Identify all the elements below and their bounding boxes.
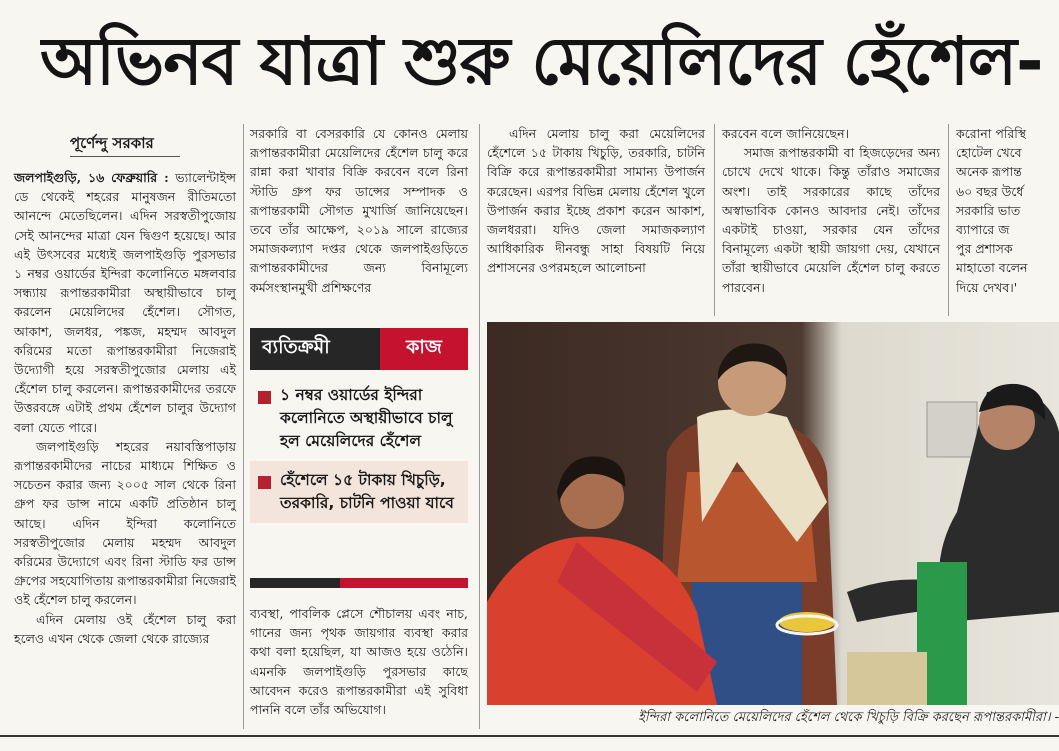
- highlight-box: [250, 376, 468, 523]
- col2-para-2: ব্যবস্থা, পাবলিক প্লেসে শৌচালয় এবং নাচ, গানের জন্য পৃথক জায়গার ব্যবস্থা করার কথা বলা হয়েছিল, যা আজও হয়ে ওঠেনি। এমনকি জলপাইগুড়ি পুরসভার কাছে আবেদন করেও রূপান্তরকামীরা এই সুবিধা পাননি বলে তাঁর অভিযোগ।: [250, 606, 468, 718]
- col2-para-1: সরকারি বা বেসরকারি যে কোনও মেলায় রূপান্তরকামীরা মেয়েলিদের হেঁশেল চালু করে রান্না করা খাবার বিক্রি করবেন বলে রিনা স্টাডি গ্রুপ ফর ডান্সের সম্পাদক ও রূপান্তরকামী সৌগত মুখার্জি জানিয়েছেন। তবে তাঁর আক্ষেপ, ২০১৯ সালে রাজ্যের সমাজকল্যাণ দপ্তর থেকে জলপাইগুড়িতে রূপান্তরকামীদের জন্য বিনামূল্যে কর্মসংস্থানমুখী প্রশিক্ষণের: [250, 126, 468, 295]
- column-divider: [948, 124, 949, 316]
- col5-line: মাহাতো বলেন: [956, 260, 1028, 276]
- news-photo: [487, 322, 1059, 705]
- col1-para-2: জলপাইগুড়ি শহরের নয়াবস্তিপাড়ায় রূপান্তরকামীদের নাচের মাধ্যমে শিক্ষিত ও সচেতন করার জন্য ২০০৫ সাল থেকে রিনা গ্রুপ ফর ডান্স নামে একটি প্রতিষ্ঠান চালু আছে। এদিন ইন্দিরা কলোনিতে সরস্বতীপুজোর মেলায় মহম্মদ আবদুল করিমের উদ্যোগে এবং রিনা স্টাডি ফর ডান্স গ্রুপের সহযোগিতায় রূপান্তরকামীরা নিজেরাই ওই হেঁশেল চালু করলেন।: [14, 438, 236, 608]
- dateline: জলপাইগুড়ি, ১৬ ফেব্রুয়ারি :: [14, 170, 169, 185]
- column-1: [14, 168, 236, 648]
- box-title-left: ব্যতিক্রমী: [250, 328, 380, 370]
- col5-line: ৬০ বছর উর্ধে: [956, 183, 1024, 199]
- byline-rule: [70, 156, 180, 157]
- box-title-right: কাজ: [380, 328, 468, 370]
- col4-para-2: সমাজ রূপান্তরকামী বা হিজড়েদের অন্য চোখে দেখে থাকে। কিন্তু তাঁরাও সমাজের অংশ। তাই সরকারের কাছে তাঁদের অস্বাভাবিক কোনও আবদার নেই। তাঁদের একটাই চাওয়া, সরকার যেন তাঁদের বিনামূল্যে একটা স্থায়ী জায়গা দেয়, যেখানে তাঁরা স্থায়ীভাবে মেয়েলি হেঁশেল চালু করতে পারবেন।: [722, 145, 940, 295]
- highlight-bullet: ১ নম্বর ওয়ার্ডের ইন্দিরা কলোনিতে অস্থায়ীভাবে চালু হল মেয়েলিদের হেঁশেল: [250, 376, 468, 461]
- col5-line: হোটেল খেবে: [956, 145, 1022, 161]
- col5-line: করোনা পরিস্থি: [956, 126, 1027, 141]
- photo-caption: ইন্দিরা কলোনিতে মেয়েলিদের হেঁশেল থেকে খিচুড়ি বিক্রি করছেন রূপান্তরকামীরা। -: [638, 710, 1059, 725]
- column-3: [487, 124, 705, 278]
- column-divider: [714, 124, 715, 316]
- column-5: [956, 124, 1059, 297]
- col1-para-1: ভ্যালেন্টাইন্স ডে থেকেই শহরের মানুষজন রীতিমতো আনন্দে মেতেছিলেন। এদিন সরস্বতীপুজোয় সেই আনন্দের মাত্রা যেন দ্বিগুণ হয়েছে। আর এই উৎসবের মধ্যেই জলপাইগুড়ি পুরসভার ১ নম্বর ওয়ার্ডের ইন্দিরা কলোনিতে মঙ্গলবার সন্ধ্যায় রূপান্তরকামীরা অস্থায়ীভাবে চালু করলেন মেয়েলিদের হেঁশেল। সৌগত, আকাশ, জলধর, পঙ্কজ, মহম্মদ আবদুল করিমের মতো রূপান্তরকামীরা নিজেরাই উদ্যোগী হয়ে সরস্বতীপুজোর মেলায় এই হেঁশেল চালু করলেন। রূপান্তরকামীদের তরফে উত্তরবঙ্গে এটাই প্রথম হেঁশেল চালুর উদ্যোগ বলা যেতে পারে।: [14, 170, 236, 435]
- column-divider: [243, 124, 244, 729]
- bottom-rule: [0, 735, 1059, 737]
- col5-line: সরকারি ভাত: [956, 202, 1021, 218]
- headline: অভিনব যাত্রা শুরু মেয়েলিদের হেঁশেল-: [40, 23, 1043, 100]
- column-2: [250, 124, 468, 297]
- col5-line: দিয়ে দেখব।': [956, 279, 1018, 295]
- highlight-box-header: [250, 328, 468, 370]
- col3-para-1: এদিন মেলায় চালু করা মেয়েলিদের হেঁশেলে ১৫ টাকায় খিচুড়ি, তরকারি, চাটনি বিক্রি করে রূপান্তরকামীরা সামান্য উপার্জন করেছেন। এরপর বিভিন্ন মেলায় হেঁশেল খুলে উপার্জন করার ইচ্ছে প্রকাশ করেন আকাশ, জলধররা। যদিও জেলা সমাজকল্যাণ আধিকারিক দীনবন্ধু সাহা বিষয়টি নিয়ে প্রশাসনের ওপরমহলে আলোচনা: [487, 126, 705, 276]
- column-4: [722, 124, 940, 297]
- byline: পূর্ণেন্দু সরকার: [70, 134, 154, 152]
- col1-para-3: এদিন মেলায় ওই হেঁশেল চালু করা হলেও এখন থেকে জেলা থেকে রাজ্যের: [14, 611, 236, 646]
- col5-line: অনেক রূপান্ত: [956, 164, 1022, 180]
- col4-para-1: করবেন বলে জানিয়েছেন।: [722, 126, 850, 141]
- box-bottom-bar: [250, 578, 468, 588]
- col5-line: পুর প্রশাসক: [956, 241, 1013, 257]
- column-divider: [479, 124, 480, 729]
- column-2-continued: [250, 604, 468, 719]
- col5-line: ব্যাপারে জ: [956, 222, 1010, 238]
- highlight-bullet: হেঁশেলে ১৫ টাকায় খিচুড়ি, তরকারি, চাটনি পাওয়া যাবে: [250, 461, 468, 523]
